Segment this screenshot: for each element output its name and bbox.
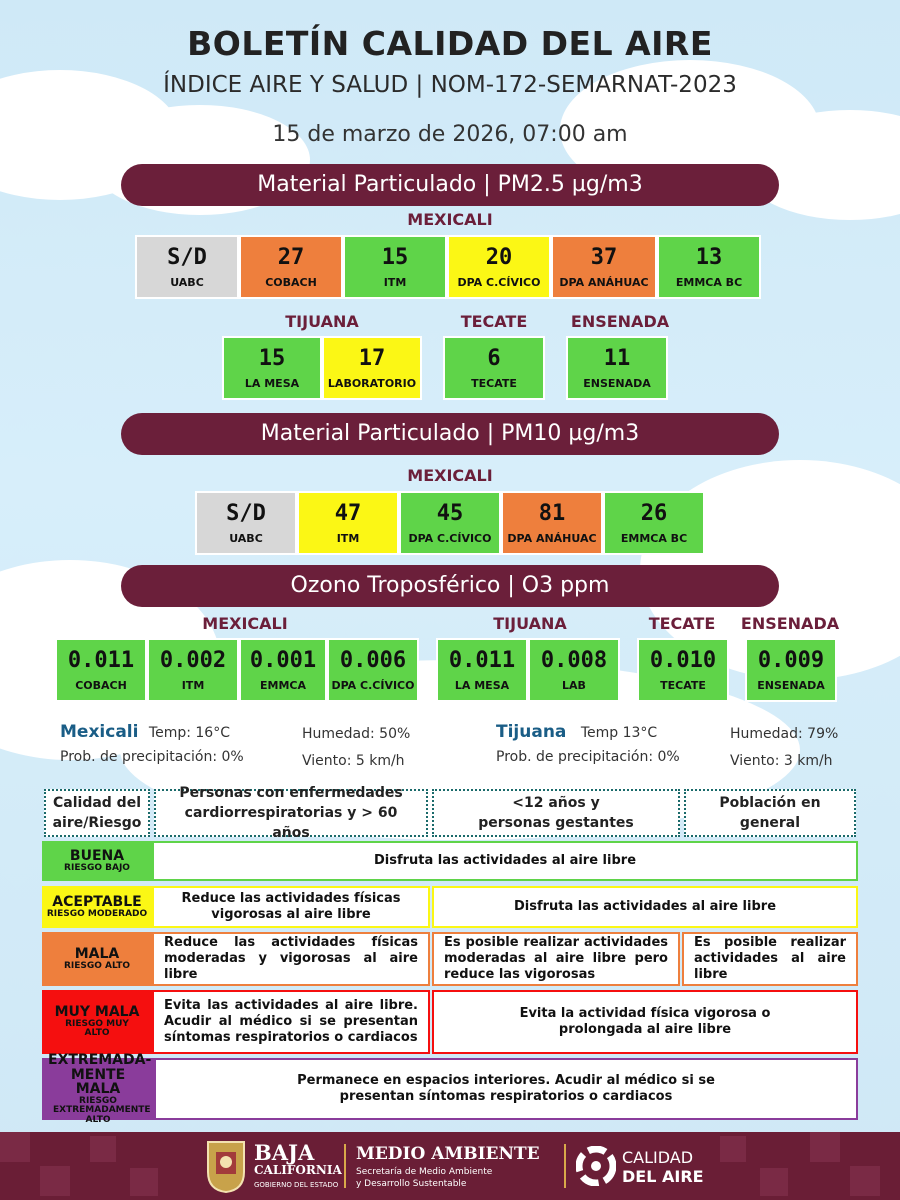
station-value: 0.008 bbox=[540, 648, 608, 673]
pm25-station-itm bbox=[343, 235, 447, 299]
station-value: 11 bbox=[603, 346, 631, 371]
station-value: 0.011 bbox=[448, 648, 516, 673]
pm25-city-ensenada: ENSENADA bbox=[570, 312, 670, 331]
footer-medio-ambiente: MEDIO AMBIENTE bbox=[356, 1144, 540, 1164]
risk-level-name: EXTREMADA-MENTE MALA bbox=[48, 1051, 152, 1098]
station-value: 26 bbox=[640, 501, 668, 526]
footer-del-aire: DEL AIRE bbox=[622, 1167, 704, 1186]
risk-level-aceptable bbox=[42, 886, 152, 928]
calidad-del-aire-logo-icon bbox=[576, 1146, 616, 1186]
risk-level-name: MUY MALA bbox=[54, 1004, 140, 1021]
pm25-station-ensenada bbox=[566, 336, 668, 400]
risk-level-name: BUENA bbox=[69, 847, 125, 864]
station-label: TECATE bbox=[471, 377, 517, 390]
o3-station-ensenada bbox=[745, 638, 837, 702]
o3-city-ensenada: ENSENADA bbox=[740, 614, 840, 633]
o3-station-lab bbox=[528, 638, 620, 702]
station-value: 47 bbox=[334, 501, 362, 526]
o3-station-itm bbox=[147, 638, 239, 702]
pm10-station-uabc bbox=[195, 491, 297, 555]
station-label: ITM bbox=[181, 679, 205, 692]
risk-advice: Permanece en espacios interiores. Acudir al médico si se presentan síntomas respiratorios o cardiacos bbox=[154, 1058, 858, 1120]
station-value: 0.002 bbox=[159, 648, 227, 673]
pm25-city-mexicali: MEXICALI bbox=[407, 210, 493, 229]
footer-secretaria: y Desarrollo Sustentable bbox=[356, 1179, 467, 1189]
pm10-station-dpa-anahuac bbox=[501, 491, 603, 555]
footer-divider bbox=[344, 1144, 346, 1188]
footer-bar bbox=[0, 1132, 900, 1200]
pm10-banner: Material Particulado | PM10 µg/m3 bbox=[121, 413, 779, 455]
pm25-station-laboratorio bbox=[322, 336, 422, 400]
risk-header-general: Población en general bbox=[684, 789, 856, 837]
station-label: ENSENADA bbox=[583, 377, 651, 390]
station-value: 20 bbox=[485, 245, 513, 270]
risk-level-risk: RIESGO ALTO bbox=[63, 960, 131, 971]
station-label: ITM bbox=[383, 276, 407, 289]
footer-california: CALIFORNIA bbox=[254, 1163, 342, 1177]
risk-level-risk: RIESGO EXTREMADAMENTE ALTO bbox=[53, 1095, 151, 1125]
weather-humidity: Humedad: 79% bbox=[730, 726, 839, 742]
weather-precip: Prob. de precipitación: 0% bbox=[496, 749, 680, 765]
station-label: ITM bbox=[336, 532, 360, 545]
station-value: 27 bbox=[277, 245, 305, 270]
risk-level-name: ACEPTABLE bbox=[52, 893, 142, 910]
pm10-city-mexicali: MEXICALI bbox=[407, 466, 493, 485]
o3-station-dpa-civico bbox=[327, 638, 419, 702]
station-label: LA MESA bbox=[244, 377, 300, 390]
risk-advice: Reduce las actividades físicas moderadas y vigorosas al aire libre bbox=[152, 932, 430, 986]
pm25-station-cobach bbox=[239, 235, 343, 299]
risk-level-muy-mala bbox=[42, 990, 152, 1054]
station-value: 0.006 bbox=[339, 648, 407, 673]
station-value: 0.001 bbox=[249, 648, 317, 673]
station-value: 6 bbox=[487, 346, 501, 371]
risk-header-children: <12 años y personas gestantes bbox=[432, 789, 680, 837]
o3-station-cobach bbox=[55, 638, 147, 702]
weather-city: Tijuana bbox=[496, 722, 567, 742]
risk-advice: Evita la actividad física vigorosa o prolongada al aire libre bbox=[432, 990, 858, 1054]
station-label: DPA ANÁHUAC bbox=[507, 532, 597, 545]
o3-station-la-mesa bbox=[436, 638, 528, 702]
pm25-city-tijuana: TIJUANA bbox=[285, 312, 359, 331]
bulletin-subtitle: ÍNDICE AIRE Y SALUD | NOM-172-SEMARNAT-2023 bbox=[163, 72, 737, 98]
station-label: UABC bbox=[170, 276, 204, 289]
station-label: ENSENADA bbox=[757, 679, 825, 692]
station-value: 81 bbox=[538, 501, 566, 526]
weather-precip: Prob. de precipitación: 0% bbox=[60, 749, 244, 765]
risk-advice: Es posible realizar actividades al aire libre bbox=[682, 932, 858, 986]
pm10-station-itm bbox=[297, 491, 399, 555]
risk-level-buena bbox=[42, 841, 152, 881]
o3-city-tijuana: TIJUANA bbox=[493, 614, 567, 633]
o3-city-mexicali: MEXICALI bbox=[202, 614, 288, 633]
pm25-station-la-mesa bbox=[222, 336, 322, 400]
o3-station-tecate bbox=[637, 638, 729, 702]
weather-tijuana bbox=[496, 722, 657, 742]
risk-advice: Disfruta las actividades al aire libre bbox=[432, 886, 858, 928]
risk-advice: Es posible realizar actividades moderadas al aire libre pero reduce las vigorosas bbox=[432, 932, 680, 986]
station-label: DPA C.CÍVICO bbox=[408, 532, 492, 545]
pm10-station-emmca bbox=[603, 491, 705, 555]
station-label: EMMCA bbox=[260, 679, 306, 692]
risk-level-name: MALA bbox=[74, 945, 120, 962]
footer-pattern bbox=[0, 1132, 900, 1200]
station-value: 0.011 bbox=[67, 648, 135, 673]
weather-city: Mexicali bbox=[60, 722, 139, 742]
station-label: DPA ANÁHUAC bbox=[559, 276, 649, 289]
station-value: 45 bbox=[436, 501, 464, 526]
station-value: 0.010 bbox=[649, 648, 717, 673]
station-label: EMMCA BC bbox=[675, 276, 743, 289]
station-value: 15 bbox=[258, 346, 286, 371]
risk-header-quality: Calidad del aire/Riesgo bbox=[44, 789, 150, 837]
risk-level-risk: RIESGO BAJO bbox=[64, 862, 130, 873]
station-label: LABORATORIO bbox=[327, 377, 417, 390]
weather-temp: Temp 13°C bbox=[580, 725, 658, 741]
risk-header-cardio: Personas con enfermedades cardiorrespiratorias y > 60 años bbox=[154, 789, 428, 837]
pm25-station-emmca bbox=[657, 235, 761, 299]
pm25-station-dpa-anahuac bbox=[551, 235, 657, 299]
weather-wind: Viento: 3 km/h bbox=[730, 753, 833, 769]
baja-california-seal-icon bbox=[204, 1138, 248, 1194]
weather-temp: Temp: 16°C bbox=[148, 725, 230, 741]
station-label: DPA C.CÍVICO bbox=[457, 276, 541, 289]
footer-divider bbox=[564, 1144, 566, 1188]
station-value: S/D bbox=[167, 245, 207, 270]
station-value: 37 bbox=[590, 245, 618, 270]
pm25-banner: Material Particulado | PM2.5 µg/m3 bbox=[121, 164, 779, 206]
station-label: TECATE bbox=[660, 679, 706, 692]
station-value: 0.009 bbox=[757, 648, 825, 673]
risk-advice: Disfruta las actividades al aire libre bbox=[152, 841, 858, 881]
footer-gobierno: GOBIERNO DEL ESTADO bbox=[254, 1181, 339, 1189]
bulletin-title: BOLETÍN CALIDAD DEL AIRE bbox=[187, 24, 713, 63]
footer-calidad: CALIDAD bbox=[622, 1148, 694, 1167]
footer-secretaria: Secretaría de Medio Ambiente bbox=[356, 1167, 493, 1177]
station-value: 13 bbox=[695, 245, 723, 270]
pm10-station-dpa-civico bbox=[399, 491, 501, 555]
station-label: LA MESA bbox=[454, 679, 510, 692]
risk-level-extremadamente-mala bbox=[42, 1051, 154, 1125]
risk-advice: Reduce las actividades físicas vigorosas al aire libre bbox=[152, 886, 430, 928]
weather-humidity: Humedad: 50% bbox=[302, 726, 411, 742]
o3-station-emmca bbox=[239, 638, 327, 702]
weather-mexicali bbox=[60, 722, 230, 742]
o3-banner: Ozono Troposférico | O3 ppm bbox=[121, 565, 779, 607]
risk-level-risk: RIESGO MODERADO bbox=[46, 908, 148, 919]
station-label: COBACH bbox=[75, 679, 127, 692]
station-value: 15 bbox=[381, 245, 409, 270]
pm25-station-dpa-civico bbox=[447, 235, 551, 299]
risk-level-mala bbox=[42, 932, 152, 986]
pm25-city-tecate: TECATE bbox=[460, 312, 528, 331]
station-label: UABC bbox=[229, 532, 263, 545]
station-label: COBACH bbox=[265, 276, 317, 289]
station-value: S/D bbox=[226, 501, 266, 526]
station-label: EMMCA BC bbox=[620, 532, 688, 545]
weather-wind: Viento: 5 km/h bbox=[302, 753, 405, 769]
pm25-station-uabc bbox=[135, 235, 239, 299]
station-label: DPA C.CÍVICO bbox=[331, 679, 415, 692]
footer-baja: BAJA bbox=[254, 1140, 315, 1165]
station-value: 17 bbox=[358, 346, 386, 371]
pm25-station-tecate bbox=[443, 336, 545, 400]
station-label: LAB bbox=[562, 679, 586, 692]
bulletin-date: 15 de marzo de 2026, 07:00 am bbox=[272, 122, 628, 147]
o3-city-tecate: TECATE bbox=[648, 614, 716, 633]
risk-level-risk: RIESGO MUY ALTO bbox=[65, 1018, 129, 1039]
risk-advice: Evita las actividades al aire libre. Acudir al médico si se presentan síntomas respiratorios o cardiacos bbox=[152, 990, 430, 1054]
